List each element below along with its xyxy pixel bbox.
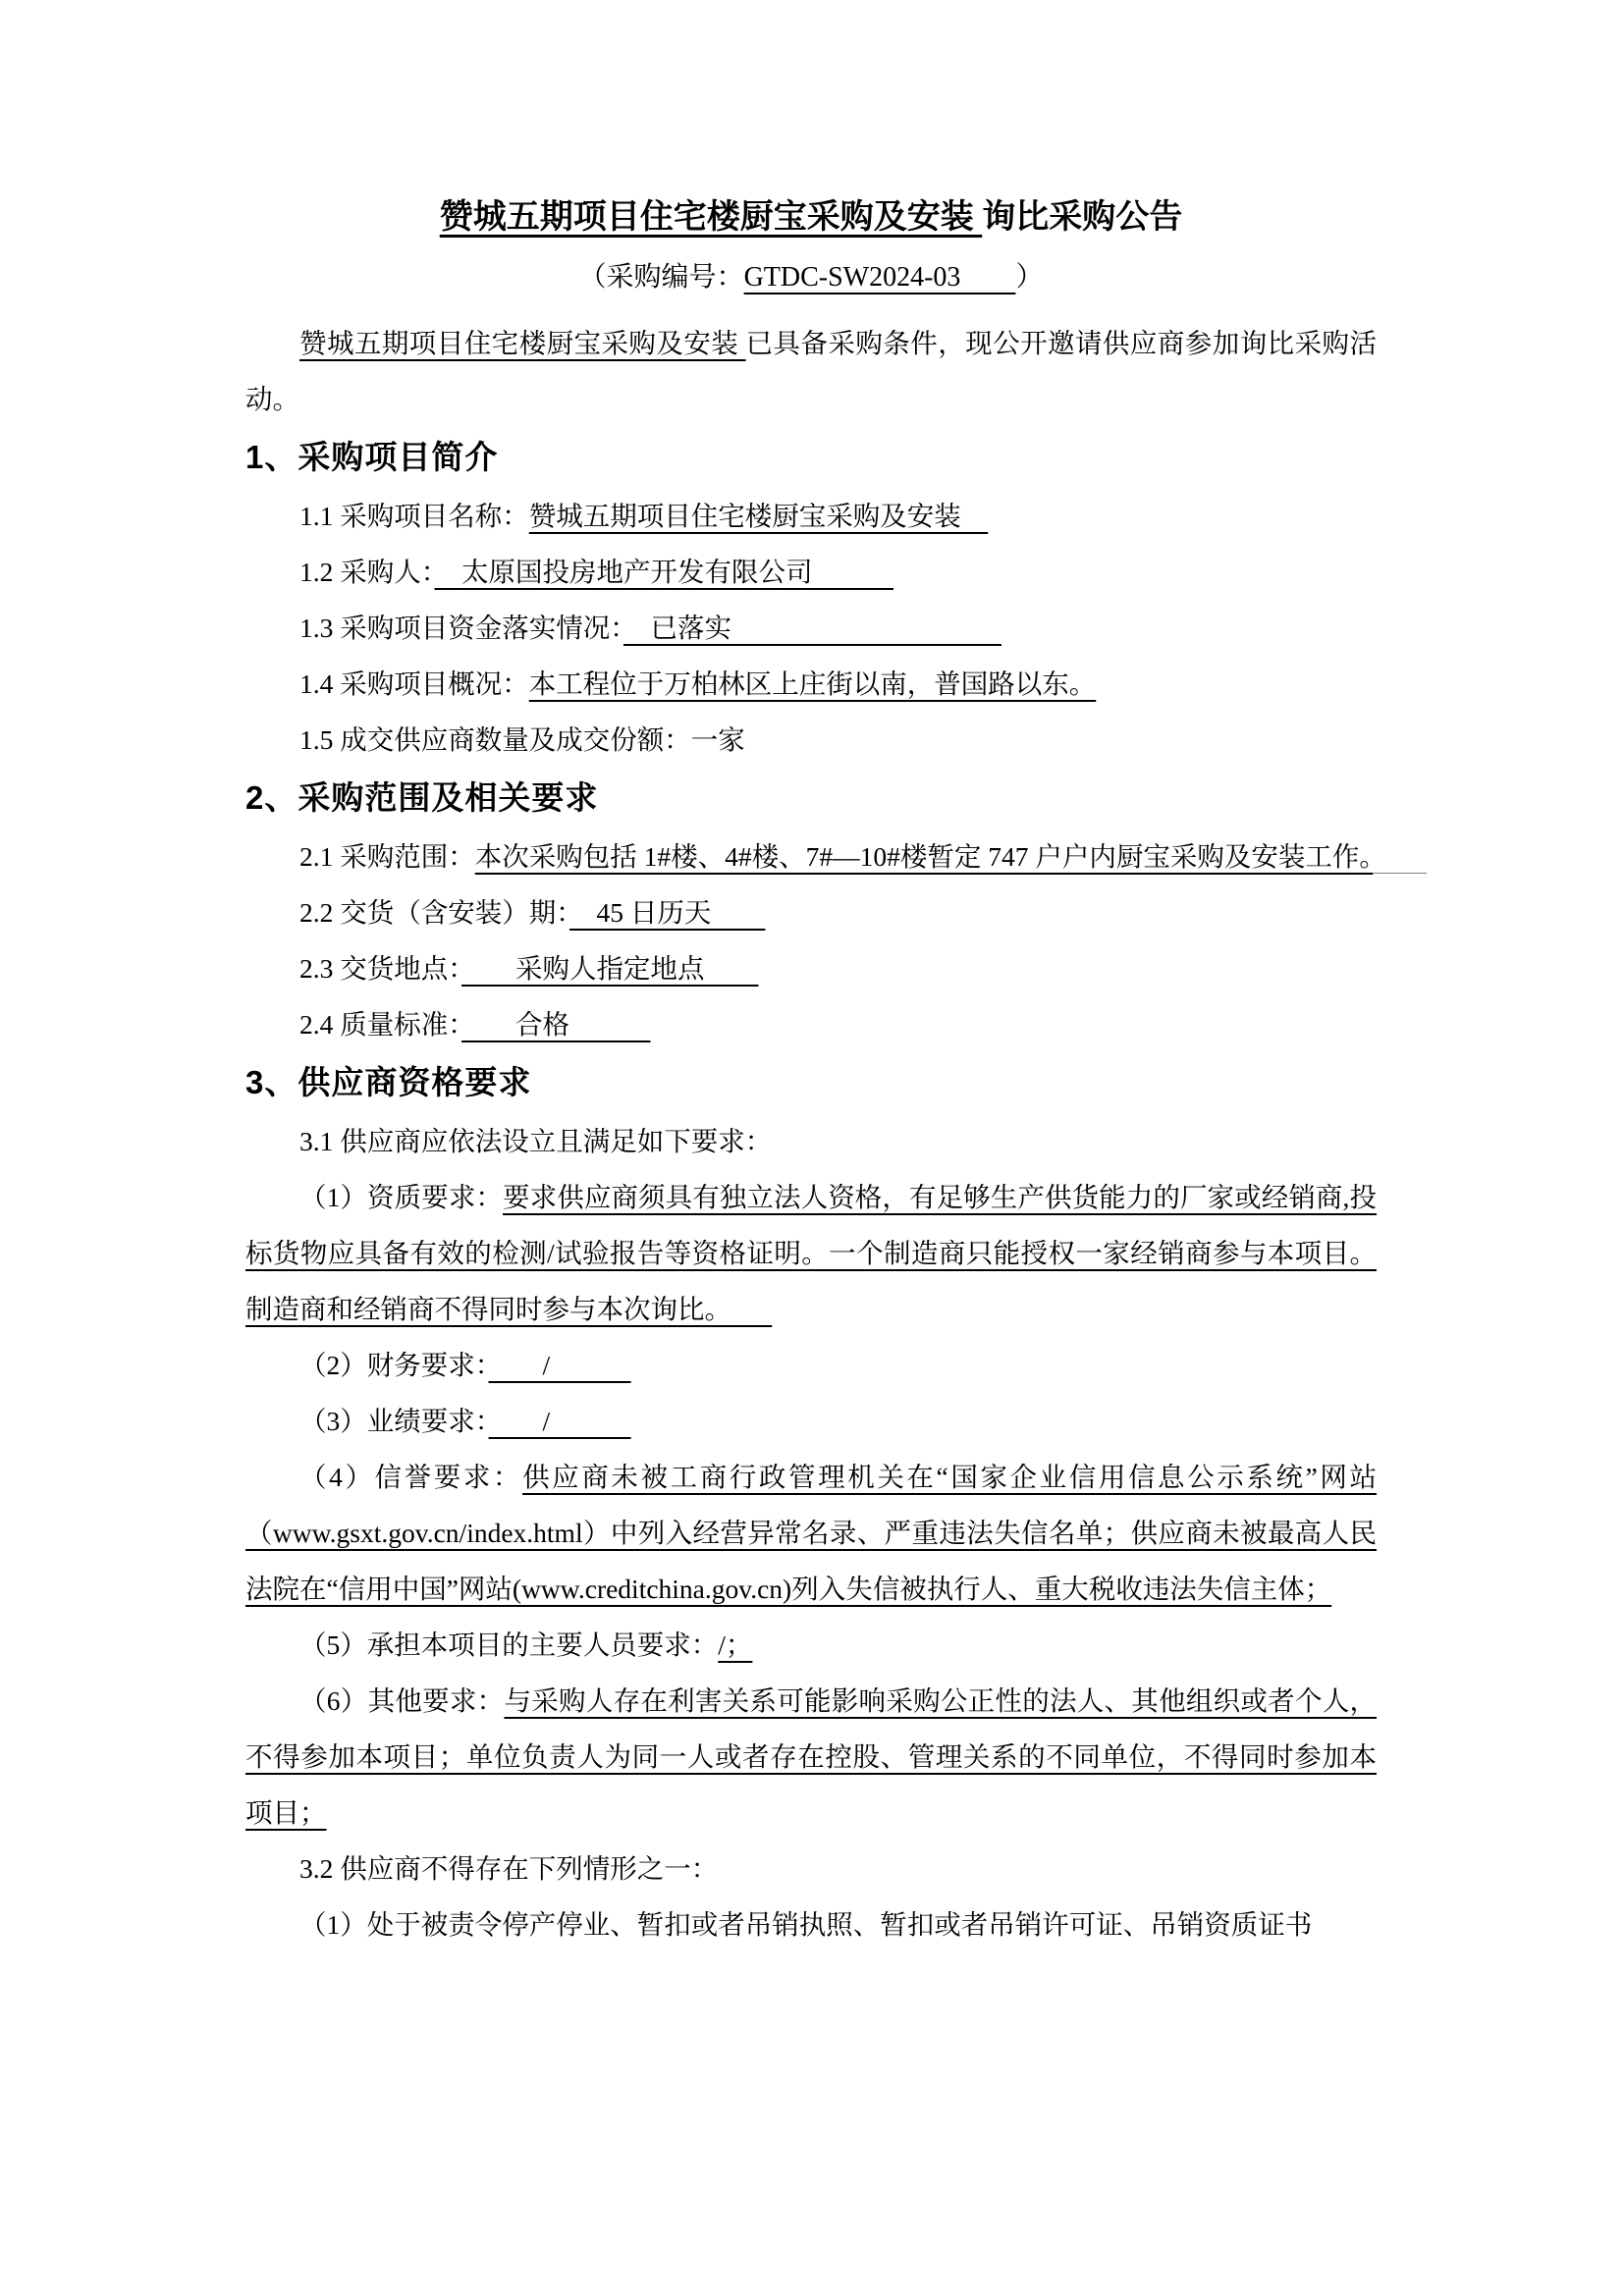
item-1-4 — [245, 656, 1377, 712]
requirement-2-finance — [245, 1337, 1377, 1393]
item-1-5-label: 1.5 成交供应商数量及成交份额： — [299, 724, 691, 755]
item-2-4-value: 合格 — [461, 1009, 651, 1040]
requirement-2-value: / — [488, 1350, 631, 1380]
item-1-1-value: 赞城五期项目住宅楼厨宝采购及安装 — [528, 501, 989, 531]
doc-title-underlined: 赞城五期项目住宅楼厨宝采购及安装 — [439, 199, 983, 236]
intro-text: 已具备采购条件，现公开邀请供应商参加询比采购活动。 — [245, 328, 1378, 414]
item-1-5-value: 一家 — [690, 724, 745, 755]
procurement-code-suffix: ） — [1015, 262, 1044, 293]
item-3-2: 3.2 供应商不得存在下列情形之一： — [299, 1853, 719, 1884]
requirement-1-label: （1）资质要求： — [299, 1182, 504, 1212]
item-2-3-label: 2.3 交货地点： — [299, 953, 461, 984]
item-2-2-value: 45 日历天 — [569, 897, 766, 928]
requirement-3-performance — [245, 1393, 1377, 1449]
doc-title — [245, 194, 1377, 241]
item-1-4-label: 1.4 采购项目概况： — [299, 668, 529, 699]
item-2-1-label: 2.1 采购范围： — [299, 841, 475, 872]
requirement-3-label: （3）业绩要求： — [299, 1406, 489, 1436]
requirement-5-value: /； — [718, 1629, 753, 1660]
requirement-6-value: 与采购人存在利害关系可能影响采购公正性的法人、其他组织或者个人，不得参加本项目；单位负责人为同一人或者存在控股、管理关系的不同单位，不得同时参加本项目； — [245, 1685, 1378, 1828]
item-2-1-value: 本次采购包括 1#楼、4#楼、7#—10#楼暂定 747 户户内厨宝采购及安装工作。 — [474, 841, 1428, 872]
requirement-4-label: （4）信誉要求： — [299, 1462, 523, 1492]
requirement-6-label: （6）其他要求： — [299, 1685, 505, 1716]
item-2-3-value: 采购人指定地点 — [461, 953, 759, 984]
requirement-1-qualification — [245, 1169, 1377, 1337]
section1-heading: 1、采购项目简介 — [245, 439, 499, 475]
item-2-4-label: 2.4 质量标准： — [299, 1009, 461, 1040]
forbidden-case-1: （1）处于被责令停产停业、暂扣或者吊销执照、暂扣或者吊销许可证、吊销资质证书 — [299, 1909, 1313, 1940]
item-1-3-label: 1.3 采购项目资金落实情况： — [299, 613, 623, 643]
item-2-2-label: 2.2 交货（含安装）期： — [299, 897, 569, 928]
item-2-2 — [245, 884, 1377, 940]
intro-project-name: 赞城五期项目住宅楼厨宝采购及安装 — [299, 328, 746, 358]
item-1-2 — [245, 544, 1377, 600]
requirement-2-label: （2）财务要求： — [299, 1350, 489, 1380]
requirement-5-label: （5）承担本项目的主要人员要求： — [299, 1629, 719, 1660]
item-2-4 — [245, 996, 1377, 1052]
procurement-code-prefix: （采购编号： — [578, 262, 744, 293]
item-3-1: 3.1 供应商应依法设立且满足如下要求： — [299, 1126, 773, 1156]
requirement-1-value: 要求供应商须具有独立法人资格，有足够生产供货能力的厂家或经销商,投标货物应具备有效的检测/试验报告等资格证明。一个制造商只能授权一家经销商参与本项目。制造商和经销商不得同时参与本次询比。 — [245, 1182, 1378, 1324]
item-1-5 — [245, 712, 1377, 768]
item-1-3 — [245, 600, 1377, 656]
item-1-4-value: 本工程位于万柏林区上庄街以南，普国路以东。 — [528, 668, 1097, 699]
section3-heading: 3、供应商资格要求 — [245, 1064, 532, 1100]
item-1-1 — [245, 488, 1377, 544]
requirement-4-credit — [245, 1449, 1377, 1617]
item-1-2-label: 1.2 采购人： — [299, 557, 435, 587]
item-2-3 — [245, 940, 1377, 996]
item-1-1-label: 1.1 采购项目名称： — [299, 501, 529, 531]
requirement-4-value: 供应商未被工商行政管理机关在“国家企业信用信息公示系统”网站（www.gsxt.gov.cn/index.html）中列入经营异常名录、严重违法失信名单；供应商未被最高人民法院在“信用中国”网站(www.creditchina.gov.cn)列入失信被执行人、重大税收违法失信主体； — [245, 1462, 1377, 1604]
procurement-code-line — [245, 249, 1377, 305]
doc-title-rest: 询比采购公告 — [982, 199, 1183, 236]
item-1-3-value: 已落实 — [623, 613, 1001, 643]
item-2-1 — [245, 828, 1428, 884]
requirement-3-value: / — [488, 1406, 631, 1436]
item-1-2-value: 太原国投房地产开发有限公司 — [434, 557, 893, 587]
requirement-6-other — [245, 1673, 1377, 1841]
requirement-5-personnel — [245, 1617, 1377, 1673]
procurement-code: GTDC-SW2024-03 — [743, 262, 1016, 293]
section2-heading: 2、采购范围及相关要求 — [245, 779, 599, 816]
intro-paragraph — [245, 315, 1377, 427]
